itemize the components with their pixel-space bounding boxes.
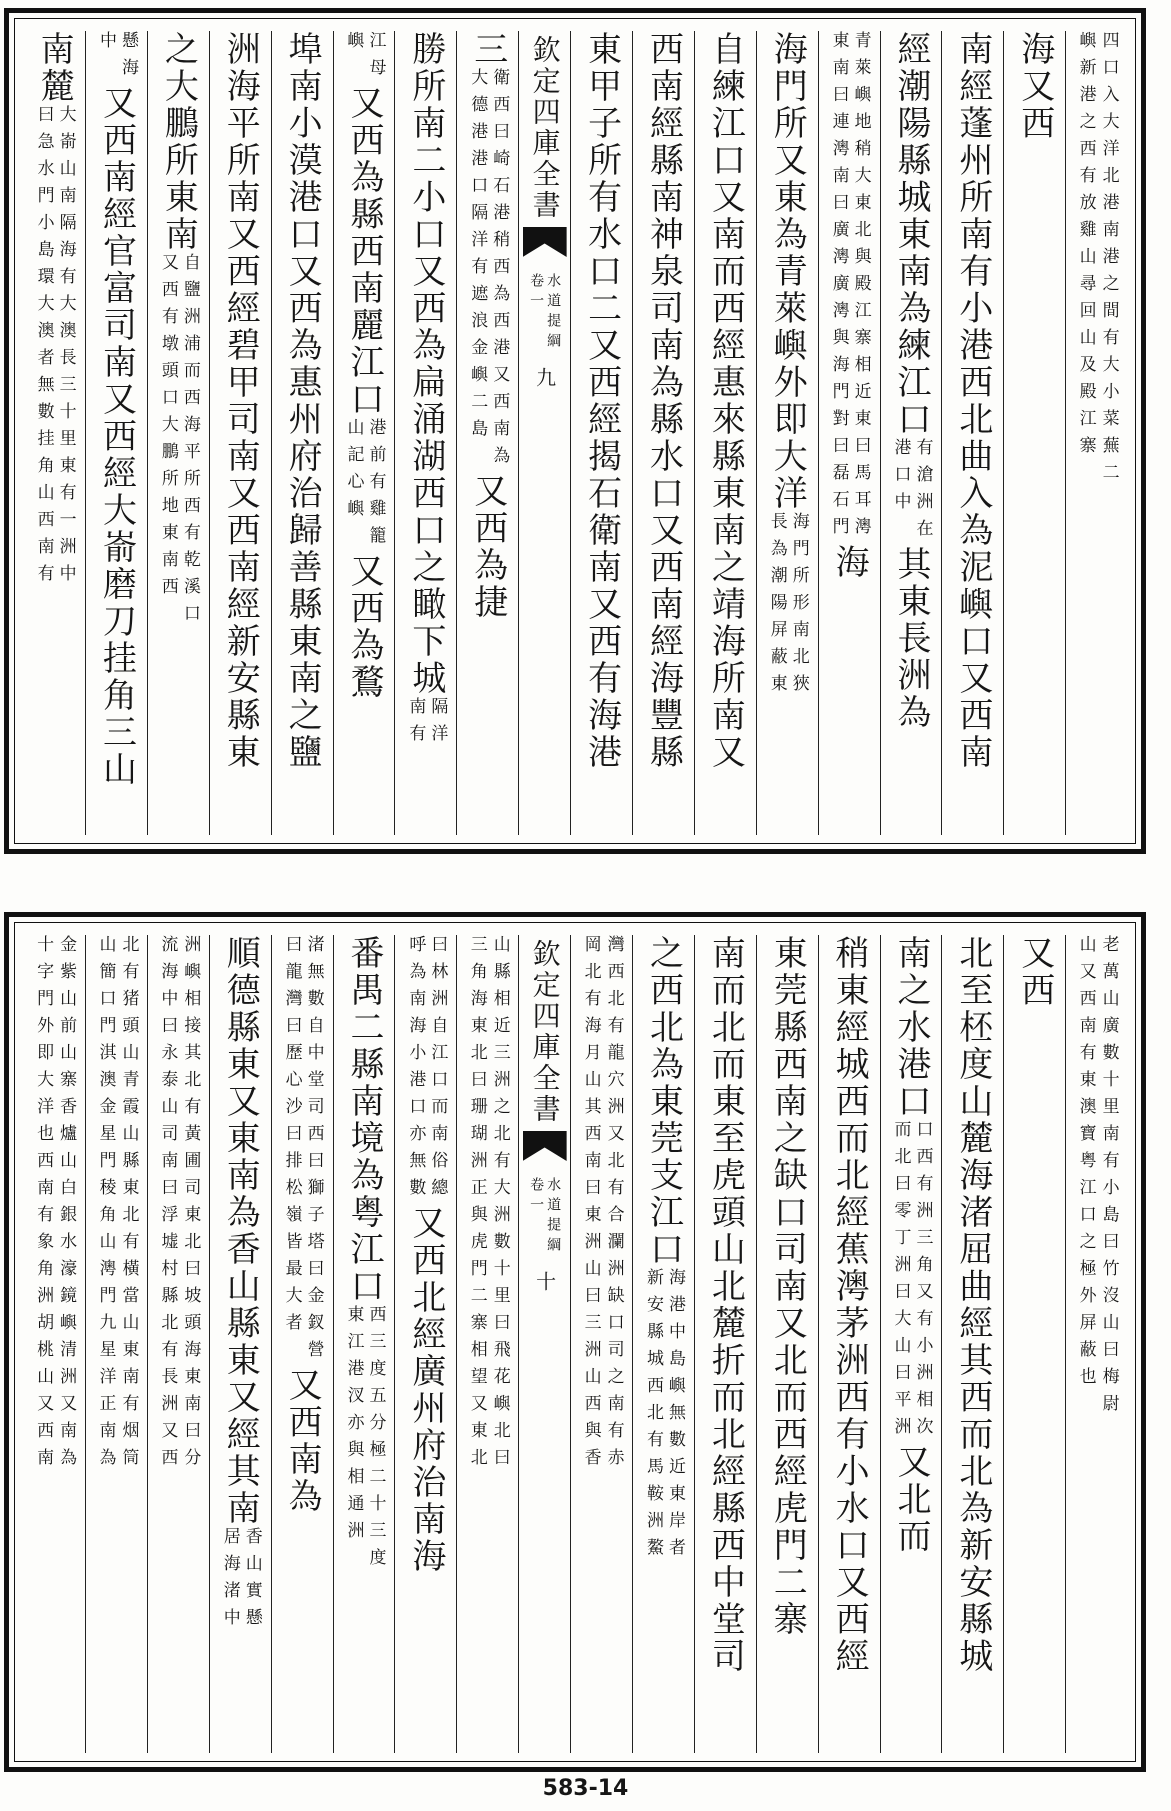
text-column — [456, 935, 518, 1753]
main-text: 經潮陽縣城東南為練江口 — [890, 31, 931, 438]
upper-page-columns — [23, 31, 1127, 835]
book-banner — [522, 35, 568, 221]
text-column — [394, 935, 456, 1753]
annotation-pair — [890, 1120, 933, 1444]
annotation-pair — [1066, 935, 1127, 1421]
annotation-line: 岡北有海月山其西南曰東洲山曰三洲山西與香 — [580, 935, 601, 1475]
text-column — [333, 31, 395, 835]
annotation-line: 港前有雞籠 — [365, 418, 386, 553]
annotation-pair — [343, 1305, 386, 1575]
annotation-pair — [343, 418, 386, 553]
main-text: 南之水港口 — [890, 935, 931, 1120]
text-column — [333, 935, 395, 1753]
text-column — [941, 31, 1003, 835]
text-column — [23, 935, 85, 1753]
lower-page-columns — [23, 935, 1127, 1753]
text-column — [209, 31, 271, 835]
annotation-line: 十字門外即大洋也西南有象角洲胡桃山又西南 — [33, 935, 54, 1475]
main-text: 又西南經官富司南又西經大嵛磨刀挂角三山 — [96, 85, 137, 788]
annotation-pair — [1066, 31, 1127, 490]
annotation-line: 海門所形南北狹 — [788, 512, 809, 701]
annotation-line: 老萬山廣數十里南有小島曰竹沒山曰梅尉 — [1098, 935, 1119, 1421]
text-column — [818, 31, 880, 835]
main-text: 其東長洲為 — [890, 546, 931, 731]
folio-number — [532, 1271, 557, 1291]
annotation-pair — [343, 31, 386, 85]
main-text: 南經蓬州所南有小港西北曲入為泥嶼口又西南 — [952, 31, 993, 771]
annotation-line: 又西有墩頭口大鵬所地東南西 — [157, 253, 178, 604]
book-title: 水道提綱 — [545, 1177, 562, 1257]
folio-number — [532, 367, 557, 387]
text-column — [394, 31, 456, 835]
annotation-line: 居海渚中 — [219, 1527, 240, 1635]
annotation-line: 衛西曰崎石港稍西為西港又西南為 — [489, 68, 510, 473]
book-title: 水道提綱 — [545, 273, 562, 353]
page-footer-number: 583-14 — [542, 1776, 629, 1801]
annotation-pair — [644, 1268, 683, 1565]
annotation-line: 四口入大洋北港南港之間有大小菜蕪二 — [1098, 31, 1119, 490]
annotation-line: 曰急水門小島環大澳者無數挂角山西南有 — [33, 105, 54, 591]
main-text: 西南經縣南神泉司南為縣水口又西南經海豐縣 — [643, 31, 684, 771]
annotation-line: 流海中曰永泰山司南曰浮墟村縣北有長洲又西 — [157, 935, 178, 1475]
annotation-pair — [159, 253, 198, 631]
volume-label: 卷一 — [528, 273, 545, 313]
annotation-line: 大德港港口隔洋有遮浪金嶼二島 — [467, 68, 488, 446]
folio-text: 十 — [532, 1271, 557, 1291]
text-column — [694, 935, 756, 1753]
annotation-line: 東江港汊亦與相通洲 — [343, 1305, 364, 1548]
main-text: 海 — [829, 544, 870, 581]
main-text: 洲海平所南又西經碧甲司南又西南經新安縣東 — [220, 31, 261, 771]
annotation-pair — [768, 512, 807, 701]
book-subtitle — [529, 273, 560, 353]
annotation-line: 洲嶼相接其北有黃圃司東北曰坡頭海東南曰分 — [180, 935, 201, 1475]
text-column — [271, 31, 333, 835]
main-text: 勝所南二小口又西為扁涌湖西口之瞰下城 — [405, 31, 446, 697]
main-text: 又西為捷 — [467, 473, 508, 621]
annotation-line: 隔洋 — [427, 697, 448, 751]
text-column — [756, 31, 818, 835]
main-text: 又北而 — [890, 1444, 931, 1555]
annotation-pair — [571, 935, 632, 1475]
annotation-line: 東南曰連澚南曰廣澚廣澚與海門對曰磊石門 — [828, 31, 849, 544]
fishtail-mark — [523, 227, 567, 257]
main-text: 東甲子所有水口二又西經揭石衛南又西有海港 — [581, 31, 622, 771]
annotation-line: 山縣相近三洲之北有大洲數十里曰飛花嶼北曰 — [489, 935, 510, 1475]
annotation-line: 口西有洲三角又有小洲相次 — [912, 1120, 933, 1444]
annotation-line: 中 — [95, 31, 116, 58]
annotation-line: 灣西北有龍穴洲又北有合瀾洲缺口司之南有赤 — [603, 935, 624, 1475]
annotation-pair — [405, 935, 448, 1205]
annotation-pair — [283, 935, 322, 1367]
text-column — [1003, 31, 1065, 835]
main-text: 又西為鶩 — [343, 553, 384, 701]
annotation-pair — [457, 935, 518, 1475]
annotation-line: 山又西南有東澳寶粤江口之極外屏蔽也 — [1075, 935, 1096, 1394]
annotation-line: 懸海 — [117, 31, 138, 85]
annotation-line: 金紫山前山寨香爐山白銀水濠鏡嶼清洲又南為 — [56, 935, 77, 1475]
fishtail-mark — [523, 1131, 567, 1161]
text-column — [85, 31, 147, 835]
text-column — [941, 935, 1003, 1753]
annotation-line: 自鹽洲浦而西海平所西有乾溪口 — [179, 253, 200, 631]
annotation-pair — [23, 935, 85, 1475]
annotation-pair — [221, 1527, 260, 1635]
main-text: 順德縣東又東南為香山縣東又經其南 — [220, 935, 261, 1527]
text-column — [147, 935, 209, 1753]
annotation-line: 江母 — [365, 31, 386, 85]
annotation-pair — [86, 935, 147, 1475]
annotation-line: 山簡口門淇澳金星門稜角山澚門九星洋正南為 — [95, 935, 116, 1475]
main-text: 北至柸度山麓海渚屈曲經其西而北為新安縣城 — [952, 935, 993, 1675]
text-column — [271, 935, 333, 1753]
text-column — [1065, 935, 1127, 1753]
volume-label: 卷一 — [528, 1177, 545, 1217]
text-column — [209, 935, 271, 1753]
center-margin-column — [518, 31, 570, 835]
annotation-line: 呼為南海小港口亦無數 — [405, 935, 426, 1205]
main-text: 三 — [467, 31, 508, 68]
annotation-line: 西三度五分極二十三度 — [365, 1305, 386, 1575]
annotation-pair — [97, 31, 136, 85]
main-text: 海門所又東為青萊嶼外即大洋 — [767, 31, 808, 512]
annotation-pair — [405, 697, 448, 751]
main-text: 埠南小漠港口又西為惠州府治歸善縣東南之鹽 — [282, 31, 323, 771]
text-column — [756, 935, 818, 1753]
annotation-line: 南有 — [405, 697, 426, 751]
annotation-line: 三角海東北曰珊瑚洲正與虎門二寨相望又東北 — [466, 935, 487, 1475]
text-column — [1065, 31, 1127, 835]
annotation-line: 北有猪頭山青霞山縣東北有橫當山東南有烟筒 — [118, 935, 139, 1475]
annotation-line: 海港中島嶼無數近東岸者 — [664, 1268, 685, 1565]
annotation-line: 港口中 — [890, 438, 911, 519]
main-text: 又西為縣西南麗江口 — [343, 85, 384, 418]
annotation-pair — [830, 31, 869, 544]
book-subtitle — [529, 1177, 560, 1257]
annotation-pair — [148, 935, 209, 1475]
annotation-line: 山記心嶼 — [343, 418, 364, 526]
main-text: 又西 — [1014, 935, 1055, 1009]
main-text: 海又西 — [1014, 31, 1055, 142]
main-text: 又西北經廣州府治南海 — [405, 1205, 446, 1575]
banner-text: 欽定四庫全書 — [528, 939, 562, 1125]
text-column — [632, 935, 694, 1753]
text-column — [147, 31, 209, 835]
main-text: 南麓 — [34, 31, 75, 105]
upper-page — [4, 8, 1146, 854]
annotation-pair — [467, 68, 510, 473]
annotation-line: 香山實懸 — [241, 1527, 262, 1635]
annotation-line: 有滄洲在 — [912, 438, 933, 546]
annotation-line: 長為潮陽屏蔽東 — [766, 512, 787, 701]
annotation-line: 新安縣城西北有馬鞍洲鰲 — [642, 1268, 663, 1565]
center-margin-column — [518, 935, 570, 1753]
annotation-line: 青萊嶼地稍大東北與殿江寨相近東曰馬耳澚 — [850, 31, 871, 544]
main-text: 東莞縣西南之缺口司南又北而西經虎門二寨 — [767, 935, 808, 1638]
text-column — [85, 935, 147, 1753]
annotation-line: 渚無數自中堂司西曰獅子塔曰金釵營 — [303, 935, 324, 1367]
folio-text: 九 — [532, 367, 557, 387]
annotation-pair — [35, 105, 74, 591]
text-column — [880, 31, 942, 835]
main-text: 稍東經城西而北經蕉澚茅洲西有小水口又西經 — [829, 935, 870, 1675]
main-text: 南而北而東至虎頭山北麓折而北經縣西中堂司 — [705, 935, 746, 1675]
annotation-line: 而北曰零丁洲曰大山曰平洲 — [890, 1120, 911, 1444]
main-text: 番禺二縣南境為粤江口 — [343, 935, 384, 1305]
text-column — [23, 31, 85, 835]
annotation-line: 大嵛山南隔海有大澳長三十里東有一洲中 — [55, 105, 76, 591]
banner-text: 欽定四庫全書 — [528, 35, 562, 221]
lower-page — [4, 912, 1146, 1772]
text-column — [570, 935, 632, 1753]
annotation-line: 曰林洲自江口而南俗總 — [427, 935, 448, 1205]
text-column — [456, 31, 518, 835]
text-column — [880, 935, 942, 1753]
main-text: 自練江口又南而西經惠來縣東南之靖海所南又 — [705, 31, 746, 771]
text-column — [632, 31, 694, 835]
text-column — [570, 31, 632, 835]
main-text: 又西南為 — [282, 1367, 323, 1515]
annotation-line: 嶼新港之西有放雞山尋回山及殿江寨 — [1075, 31, 1096, 463]
text-column — [818, 935, 880, 1753]
annotation-line: 嶼 — [343, 31, 364, 58]
text-column — [1003, 935, 1065, 1753]
annotation-line: 曰龍灣曰歷心沙曰排松嶺皆最大者 — [281, 935, 302, 1340]
book-banner — [522, 939, 568, 1125]
main-text: 之西北為東莞支江口 — [643, 935, 684, 1268]
annotation-pair — [890, 438, 933, 546]
text-column — [694, 31, 756, 835]
main-text: 之大鵬所東南 — [158, 31, 199, 253]
